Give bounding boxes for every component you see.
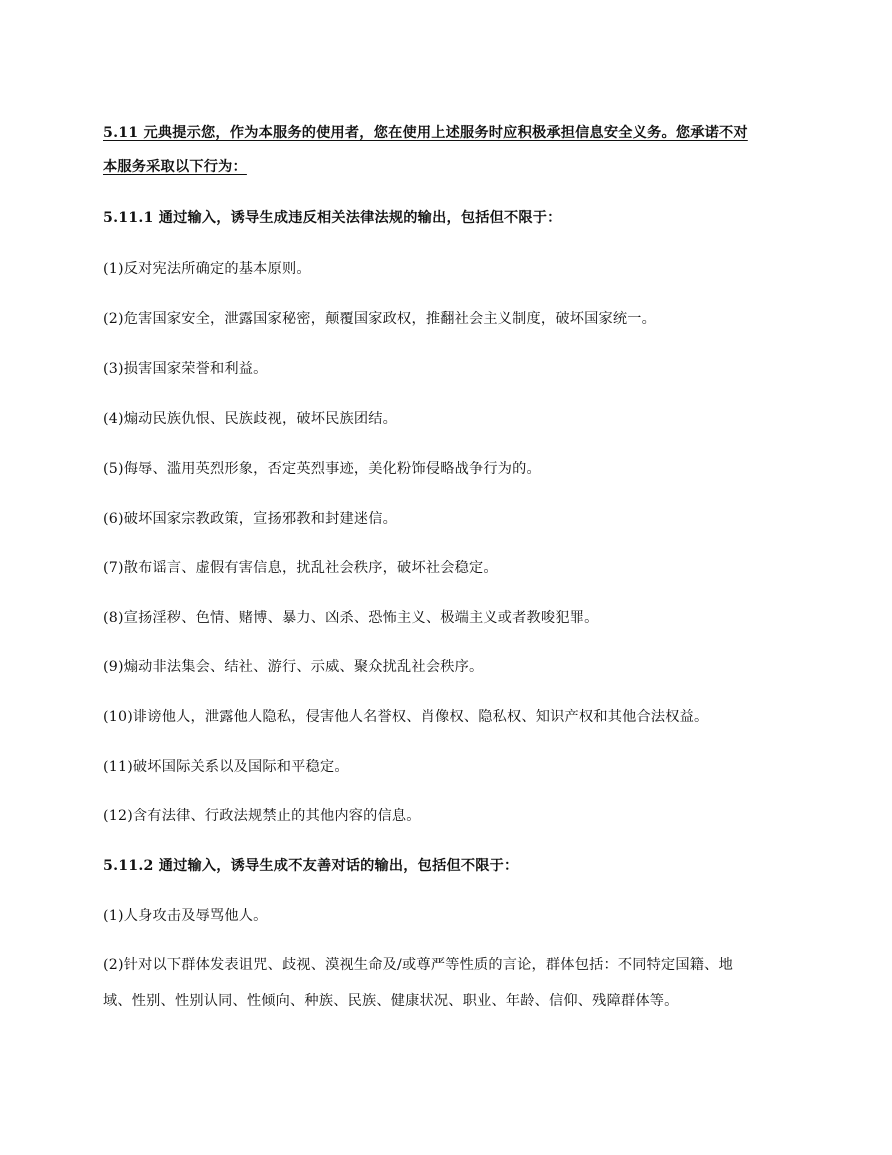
section-2-title: 5.11.2 通过输入，诱导生成不友善对话的输出，包括但不限于： xyxy=(103,858,519,874)
heading-line-1: 5.11 元典提示您，作为本服务的使用者，您在使用上述服务时应积极承担信息安全义务。您承诺不对 xyxy=(103,125,748,141)
list-item: (1)人身攻击及辱骂他人。 xyxy=(103,908,268,924)
list-item-continuation: 域、性别、性别认同、性倾向、种族、民族、健康状况、职业、年龄、信仰、残障群体等。 xyxy=(103,993,679,1009)
list-item: (12)含有法律、行政法规禁止的其他内容的信息。 xyxy=(103,808,421,824)
list-item: (7)散布谣言、虚假有害信息，扰乱社会秩序，破坏社会稳定。 xyxy=(103,560,498,576)
list-item: (9)煽动非法集会、结社、游行、示威、聚众扰乱社会秩序。 xyxy=(103,659,484,675)
list-item: (10)诽谤他人，泄露他人隐私，侵害他人名誉权、肖像权、隐私权、知识产权和其他合法权益。 xyxy=(103,709,709,725)
list-item: (6)破坏国家宗教政策，宣扬邪教和封建迷信。 xyxy=(103,511,398,527)
section-1-title: 5.11.1 通过输入，诱导生成违反相关法律法规的输出，包括但不限于： xyxy=(103,210,562,226)
list-item: (2)针对以下群体发表诅咒、歧视、漠视生命及/或尊严等性质的言论，群体包括：不同特定国籍、地 xyxy=(103,957,733,973)
list-item: (8)宣扬淫秽、色情、赌博、暴力、凶杀、恐怖主义、极端主义或者教唆犯罪。 xyxy=(103,610,599,626)
list-item: (3)损害国家荣誉和利益。 xyxy=(103,361,268,377)
list-item: (2)危害国家安全，泄露国家秘密，颠覆国家政权，推翻社会主义制度，破坏国家统一。 xyxy=(103,311,657,327)
heading-line-2: 本服务采取以下行为： xyxy=(103,159,247,175)
list-item: (4)煽动民族仇恨、民族歧视，破坏民族团结。 xyxy=(103,411,398,427)
list-item: (1)反对宪法所确定的基本原则。 xyxy=(103,261,311,277)
list-item: (11)破坏国际关系以及国际和平稳定。 xyxy=(103,759,349,775)
list-item: (5)侮辱、滥用英烈形象，否定英烈事迹，美化粉饰侵略战争行为的。 xyxy=(103,461,541,477)
